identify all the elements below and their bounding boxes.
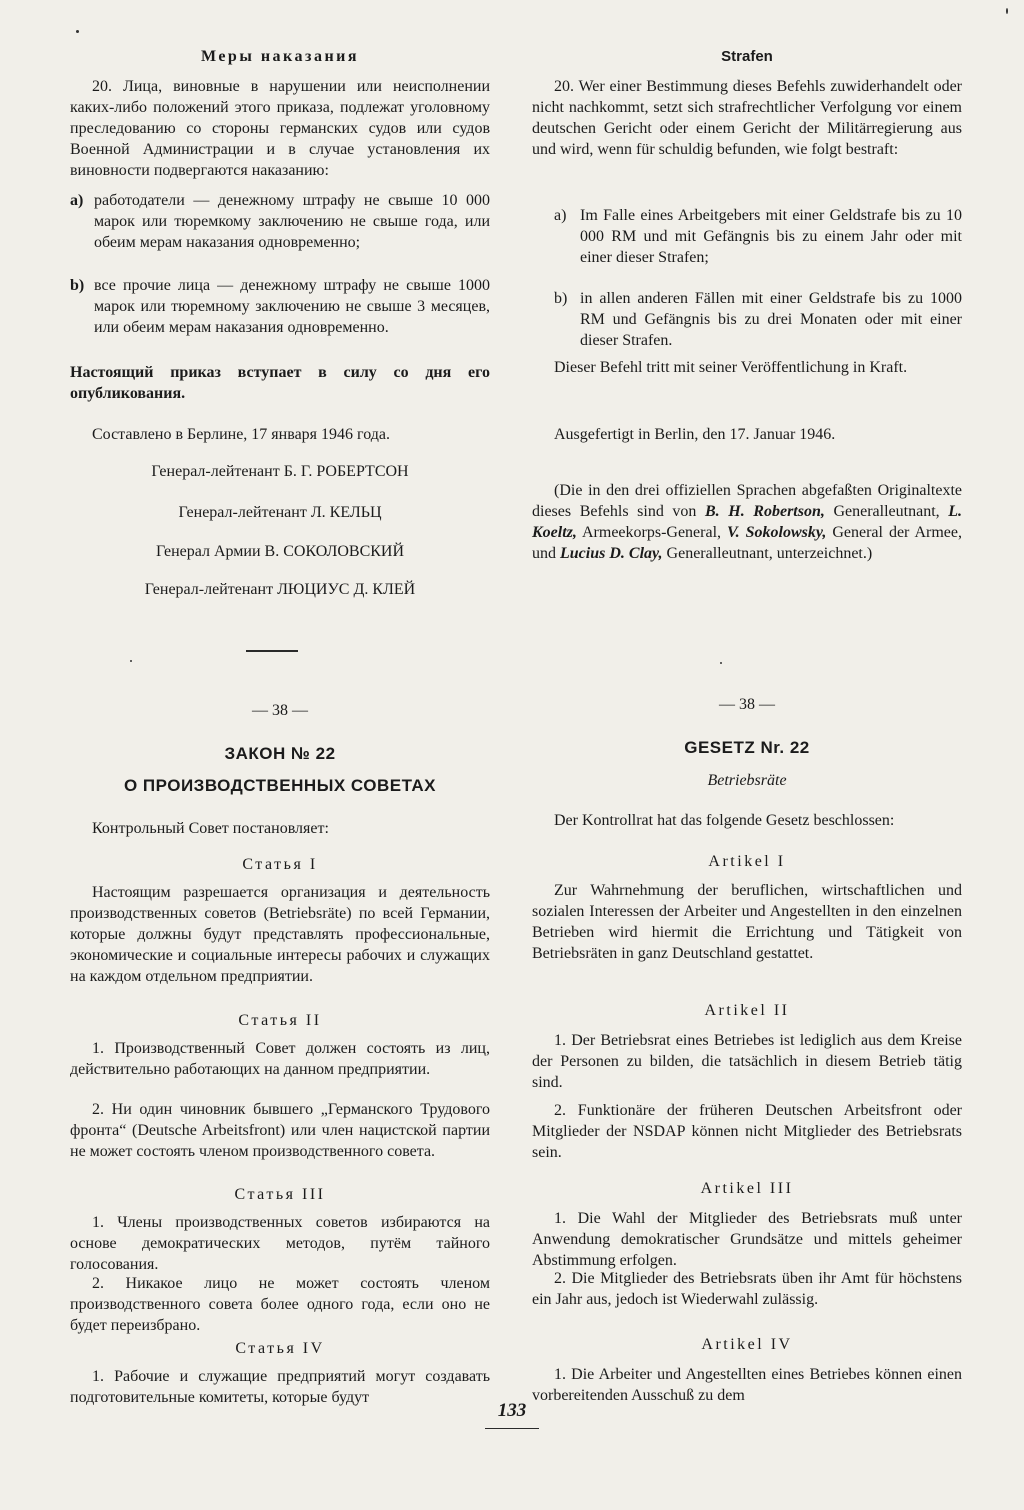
effect-clause-de: Dieser Befehl tritt mit seiner Veröffentlichung in Kraft. <box>554 359 908 376</box>
item-b-ru <box>70 275 490 338</box>
item-b-marker-de: b) <box>554 290 568 307</box>
item-b-marker-ru: b) <box>70 277 85 294</box>
law-subtitle-ru: О ПРОИЗВОДСТВЕННЫХ СОВЕТАХ <box>123 776 437 795</box>
article-1-heading-ru: Статья I <box>242 856 318 873</box>
note-name-robertson: B. H. Robertson, <box>705 503 825 520</box>
article-3-point-2-ru: 2. Никакое лицо не может состоять членом производственного совета более одного года, если оно не будет переизбрано. <box>70 1275 490 1334</box>
german-column <box>532 0 962 1440</box>
article-2-heading-ru: Статья II <box>238 1012 322 1029</box>
russian-column <box>70 0 490 1440</box>
separator-rule-ru <box>246 650 298 652</box>
heading-penalties-ru: Меры наказания <box>200 48 360 65</box>
item-a-de <box>532 205 962 268</box>
article-2-point-1-de: 1. Der Betriebsrat eines Betriebes ist lediglich aus dem Kreise der Personen zu bilden, die tatsächlich in diesem Betrieb tätig sind. <box>532 1032 962 1091</box>
article-4-point-1-ru: 1. Рабочие и служащие предприятий могут создавать подготовительные комитеты, которые будут <box>70 1368 490 1406</box>
number-38-de: — 38 — <box>719 696 775 713</box>
note-part-2: Generalleutnant, <box>824 503 949 520</box>
scan-speck <box>720 662 722 664</box>
scan-speck <box>130 660 132 662</box>
page-number: 133 <box>497 1400 527 1421</box>
preamble-ru: Контрольный Совет постановляет: <box>92 820 329 837</box>
article-3-point-1-de: 1. Die Wahl der Mitglieder des Betriebsrats muß unter Anwendung demokratischer Grundsätze und mittels geheimer Abstimmung erfolgen. <box>532 1210 962 1269</box>
note-part-5: Generalleutnant, unterzeichnet.) <box>662 545 873 562</box>
signatories-note-de <box>532 480 962 564</box>
scan-speck <box>1006 8 1008 14</box>
heading-penalties-de: Strafen <box>721 48 773 65</box>
article-2-point-2-de: 2. Funktionäre der früheren Deutschen Arbeitsfront oder Mitglieder der NSDAP können nicht Mitglieder des Betriebsrats sein. <box>532 1102 962 1161</box>
item-a-text-ru: работодатели — денежному штрафу не свыше 10 000 марок или тюремкому заключению не свыше года, или обеим мерам наказания одновременно; <box>94 192 490 251</box>
article-3-heading-ru: Статья III <box>234 1186 326 1203</box>
paragraph-20-de: 20. Wer einer Bestimmung dieses Befehls zuwiderhandelt oder nicht nachkommt, setzt sich strafrechtlicher Verfolgung vor einem deutschen Gericht oder einem Gericht der Militärregierung aus und wird, wenn für schuldig befunden, wie folgt bestraft: <box>532 78 962 158</box>
signature-koeltz-ru: Генерал-лейтенант Л. КЕЛЬЦ <box>178 504 382 521</box>
item-b-text-de: in allen anderen Fällen mit einer Geldstrafe bis zu 1000 RM und Gefängnis bis zu drei Monaten oder mit einer dieser Strafen. <box>580 290 962 349</box>
place-date-de: Ausgefertigt in Berlin, den 17. Januar 1946. <box>554 426 836 443</box>
article-1-text-de: Zur Wahrnehmung der beruflichen, wirtschaftlichen und sozialen Interessen der Arbeiter und Angestellten in den einzelnen Betrieben wird hiermit die Errichtung und Tätigkeit von Betriebsräten in ganz Deutschland gestattet. <box>532 882 962 962</box>
law-title-ru: ЗАКОН № 22 <box>224 744 336 763</box>
article-3-heading-de: Artikel III <box>700 1180 794 1197</box>
item-b-de <box>532 288 962 351</box>
article-2-point-1-ru: 1. Производственный Совет должен состоять из лиц, действительно работающих на данном предприятии. <box>70 1040 490 1078</box>
note-part-3: Armeekorps-General, <box>576 524 728 541</box>
note-part-1: (Die in den drei offiziellen Sprachen abgefaßten Originaltexte dieses Befehls sind von <box>532 482 962 520</box>
item-a-text-de: Im Falle eines Arbeitgebers mit einer Geldstrafe bis zu 10 000 RM und mit Gefängnis bis zu einem Jahr oder mit einer dieser Strafen; <box>580 207 962 266</box>
article-2-point-2-ru: 2. Ни один чиновник бывшего „Германского Трудового фронта“ (Deutsche Arbeitsfront) или член нацистской партии не может состоять членом производственного совета. <box>70 1101 490 1160</box>
article-3-point-2-de: 2. Die Mitglieder des Betriebsrats üben ihr Amt für höchstens ein Jahr aus, jedoch ist Wiederwahl zulässig. <box>532 1270 962 1308</box>
article-4-point-1-de: 1. Die Arbeiter und Angestellten eines Betriebes können einen vorbereitenden Ausschuß zu dem <box>532 1366 962 1404</box>
paragraph-20-ru: 20. Лица, виновные в нарушении или неисполнении каких-либо положений этого приказа, подлежат уголовному преследованию со стороны германских судов или судов Военной Администрации и в случае установления их виновности подвергаются наказанию: <box>70 78 490 179</box>
article-1-text-ru: Настоящим разрешается организация и деятельность производственных советов (Betriebsräte) по всей Германии, которые должны будут представлять профессиональные, экономические и социальные интересы рабочих и служащих на каждом отдельном предприятии. <box>70 884 490 985</box>
item-a-marker-ru: а) <box>70 192 84 209</box>
article-3-point-1-ru: 1. Члены производственных советов избираются на основе демократических методов, путём тайного голосования. <box>70 1214 490 1273</box>
scan-speck <box>76 30 79 33</box>
note-name-sokolowsky: V. Sokolowsky, <box>727 524 827 541</box>
number-38-ru: — 38 — <box>252 702 308 719</box>
preamble-de: Der Kontrollrat hat das folgende Gesetz beschlossen: <box>554 812 895 829</box>
note-name-koeltz: L. Koeltz, <box>532 503 963 541</box>
item-b-text-ru: все прочие лица — денежному штрафу не свыше 1000 марок или тюремному заключению не свыше 3 месяцев, или обеим мерам наказания одновременно. <box>94 277 490 336</box>
note-name-clay: Lucius D. Clay, <box>560 545 663 562</box>
signature-clay-ru: Генерал-лейтенант ЛЮЦИУС Д. КЛЕЙ <box>144 581 416 598</box>
signature-sokolovsky-ru: Генерал Армии В. СОКОЛОВСКИЙ <box>155 543 405 560</box>
place-date-ru: Составлено в Берлине, 17 января 1946 года. <box>92 426 390 443</box>
article-1-heading-de: Artikel I <box>708 853 786 870</box>
signature-robertson-ru: Генерал-лейтенант Б. Г. РОБЕРТСОН <box>151 463 409 480</box>
article-4-heading-de: Artikel IV <box>701 1336 793 1353</box>
effect-clause-ru: Настоящий приказ вступает в силу со дня его опубликования. <box>70 364 490 402</box>
law-title-de: GESETZ Nr. 22 <box>684 738 810 757</box>
article-4-heading-ru: Статья IV <box>235 1340 325 1357</box>
item-a-marker-de: a) <box>554 207 567 224</box>
article-2-heading-de: Artikel II <box>704 1002 790 1019</box>
item-a-ru <box>70 190 490 253</box>
page-number-underline <box>485 1428 539 1429</box>
law-subtitle-de: Betriebsräte <box>707 772 787 789</box>
note-part-4: General der Armee, und <box>532 524 962 562</box>
